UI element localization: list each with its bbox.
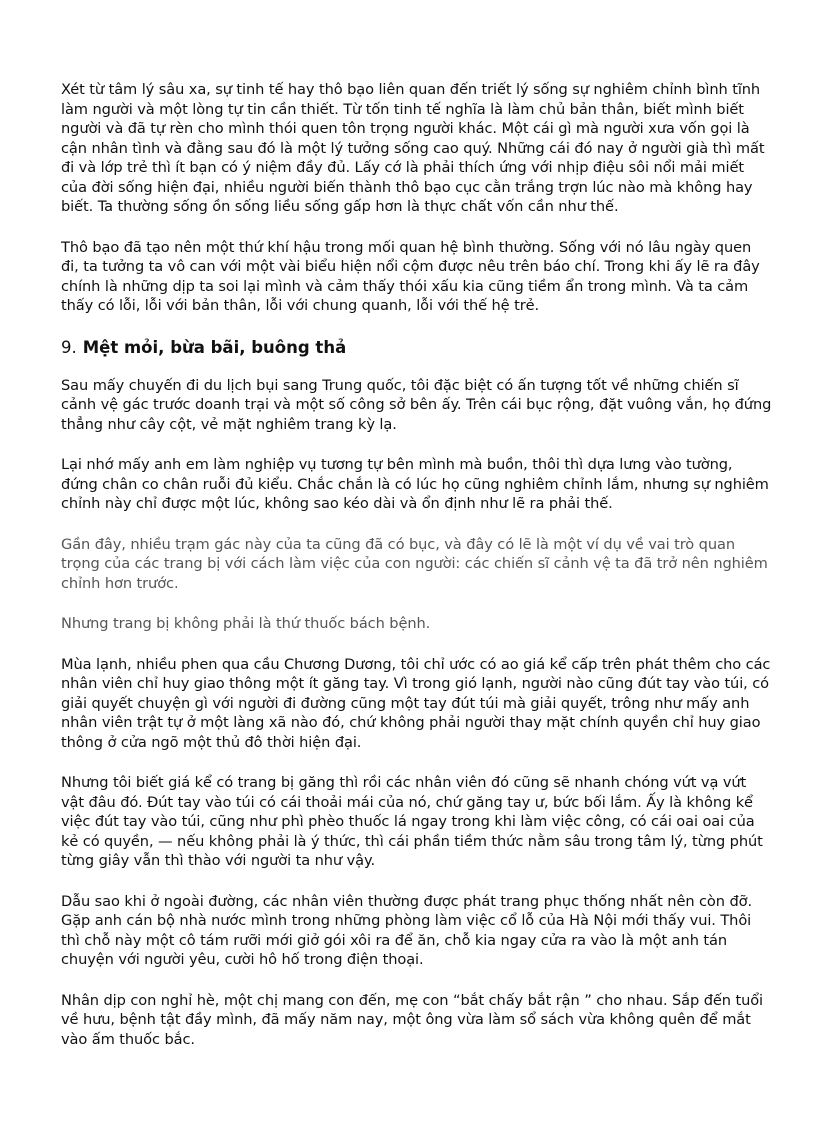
document-page (61, 80, 773, 1070)
body-paragraph-gray: Gần đây, nhiều trạm gác này của ta cũng đã có bục, và đây có lẽ là một ví dụ về vai trò quan trọng của các trang bị với cách làm việc của con người: các chiến sĩ cảnh vệ ta đã trở nên nghiêm chỉnh hơn trước. (61, 535, 768, 592)
body-paragraph: Nhưng tôi biết giá kể có trang bị găng thì rồi các nhân viên đó cũng sẽ nhanh chóng vứt vạ vứt vật đâu đó. Đút tay vào túi có cái thoải mái của nó, chứ găng tay ư, bức bối lắm. Ấy là không kể việc đút tay vào túi, cũng như phì phèo thuốc lá ngay trong khi làm việc công, có cái oai oai của kẻ có quyền, — nếu không phải là ý thức, thì cái phần tiềm thức nằm sâu trong tâm lý, từng phút từng giây vẫn thì thào với người ta như vậy. (61, 774, 763, 869)
section-heading (61, 337, 773, 359)
section-number: 9. (61, 337, 77, 357)
body-paragraph: Thô bạo đã tạo nên một thứ khí hậu trong mối quan hệ bình thường. Sống với nó lâu ngày quen đi, ta tưởng ta vô can với một vài biểu hiện nổi cộm được nêu trên báo chí. Trong khi ấy lẽ ra đây chính là những dịp ta soi lại mình và cảm thấy thói xấu kia cũng tiềm ẩn trong mình. Và ta cảm thấy có lỗi, lỗi với bản thân, lỗi với chung quanh, lỗi với thế hệ trẻ. (61, 238, 760, 314)
body-paragraph: Sau mấy chuyến đi du lịch bụi sang Trung quốc, tôi đặc biệt có ấn tượng tốt về những chiến sĩ cảnh vệ gác trước doanh trại và một số công sở bên ấy. Trên cái bục rộng, đặt vuông vắn, họ đứng thẳng như cây cột, vẻ mặt nghiêm trang kỳ lạ. (61, 376, 772, 433)
body-paragraph: Lại nhớ mấy anh em làm nghiệp vụ tương tự bên mình mà buồn, thôi thì dựa lưng vào tường, đứng chân co chân ruỗi đủ kiểu. Chắc chắn là có lúc họ cũng nghiêm chỉnh lắm, nhưng sự nghiêm chỉnh này chỉ được một lúc, không sao kéo dài và ổn định như lẽ ra phải thế. (61, 456, 769, 512)
body-paragraph-gray: Nhưng trang bị không phải là thứ thuốc bách bệnh. (61, 615, 431, 632)
body-paragraph: Nhân dịp con nghỉ hè, một chị mang con đến, mẹ con “bắt chấy bắt rận ” cho nhau. Sắp đến tuổi về hưu, bệnh tật đầy mình, đã mấy năm nay, một ông vừa làm sổ sách vừa không quên để mắt vào ấm thuốc bắc. (61, 991, 764, 1048)
section-title: Mệt mỏi, bừa bãi, buông thả (82, 337, 347, 357)
body-paragraph: Mùa lạnh, nhiều phen qua cầu Chương Dương, tôi chỉ ước có ao giá kể cấp trên phát thêm cho các nhân viên chỉ huy giao thông một ít găng tay. Vì trong gió lạnh, người nào cũng đút tay vào túi, có giải quyết chuyện gì với người đi đường cũng một tay đút túi mà giải quyết, trông như mấy anh nhân viên trật tự ở một làng xã nào đó, chứ không phải người thay mặt chính quyền chỉ huy giao thông ở cửa ngõ một thủ đô thời hiện đại. (61, 655, 771, 751)
body-paragraph: Dẫu sao khi ở ngoài đường, các nhân viên thường được phát trang phục thống nhất nên còn đỡ. Gặp anh cán bộ nhà nước mình trong những phòng làm việc cổ lỗ của Hà Nội mới thấy vui. Thôi thì chỗ này một cô tám rưỡi mới giở gói xôi ra để ăn, chỗ kia ngay cửa ra vào là một anh tán chuyện với người yêu, cười hô hố trong điện thoại. (61, 892, 752, 968)
body-paragraph: Xét từ tâm lý sâu xa, sự tinh tế hay thô bạo liên quan đến triết lý sống sự nghiêm chỉnh bình tĩnh làm người và một lòng tự tin cần thiết. Từ tốn tinh tế nghĩa là làm chủ bản thân, biết mình biết người và đã tự rèn cho mình thói quen tôn trọng người khác. Một cái gì mà người xưa vốn gọi là cận nhân tình và đằng sau đó là một lý tưởng sống cao quý. Những cái đó nay ở người già thì mất đi và lớp trẻ thì ít bạn có ý niệm đầy đủ. Lấy cớ là phải thích ứng với nhịp điệu sôi nổi mải miết của đời sống hiện đại, nhiều người biến thành thô bạo cục cằn trắng trợn lúc nào mà không hay biết. Ta thường sống ồn sống liều sống gấp hơn là thực chất vốn cần như thế. (61, 81, 765, 215)
